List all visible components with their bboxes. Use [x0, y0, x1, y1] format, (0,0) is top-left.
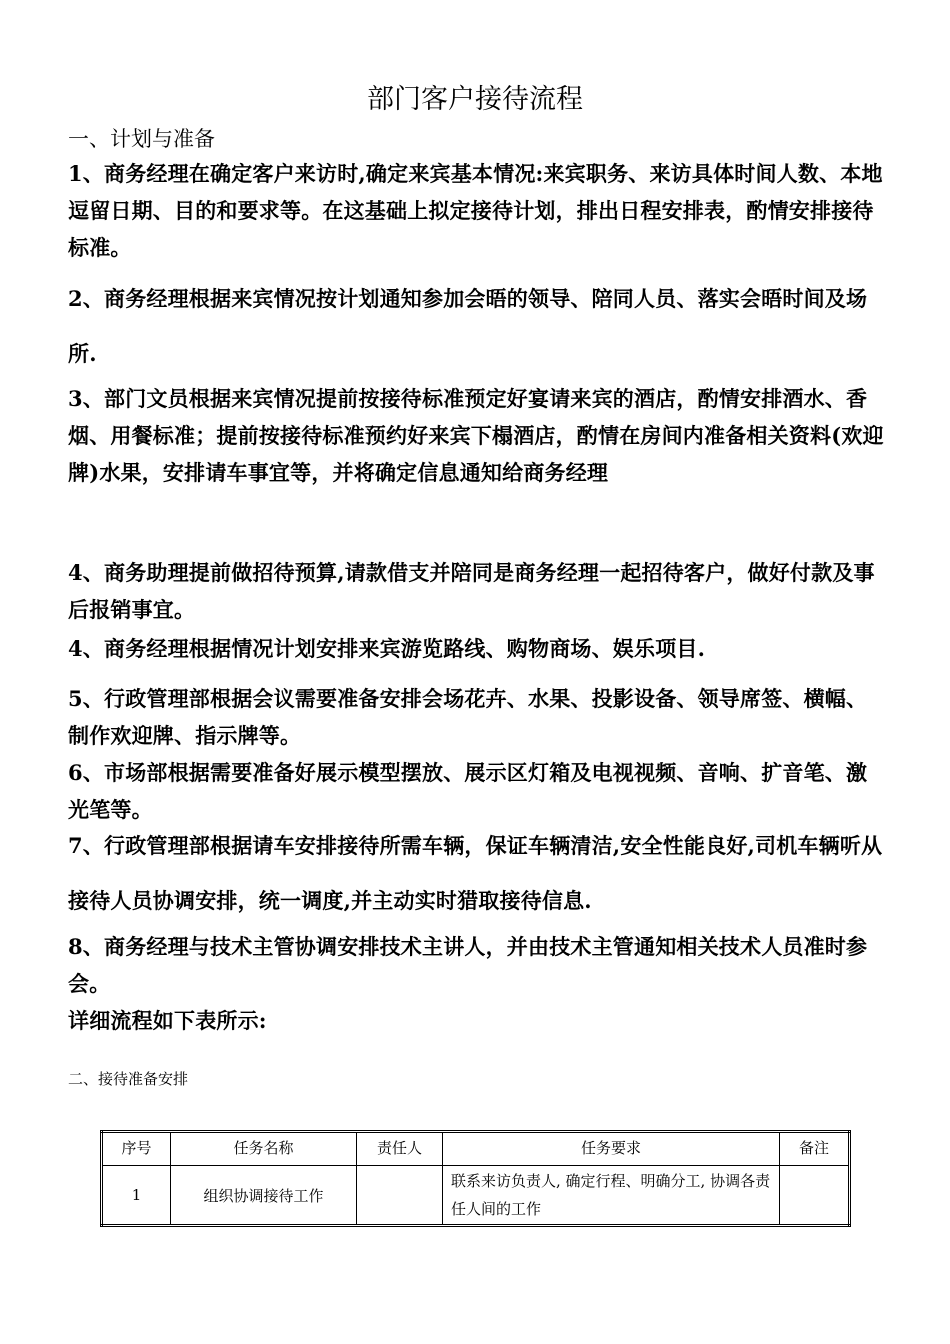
paragraph-3: 3、部门文员根据来宾情况提前按接待标准预定好宴请来宾的酒店，酌情安排酒水、香烟、用餐标准；提前按接待标准预约好来宾下榻酒店，酌情在房间内准备相关资料(欢迎牌)水果，安排请车事宜等，并将确定信息通知给商务经理 — [68, 386, 884, 485]
paragraph-4b: 4、商务经理根据情况计划安排来宾游览路线、购物商场、娱乐项目. — [68, 636, 706, 661]
paragraph-2: 2、商务经理根据来宾情况按计划通知参加会晤的领导、陪同人员、落实会晤时间及场所. — [68, 286, 868, 366]
cell-task-name: 组织协调接待工作 — [171, 1166, 357, 1226]
table-intro: 详细流程如下表所示: — [68, 1008, 267, 1033]
header-owner: 责任人 — [357, 1132, 443, 1166]
cell-requirement: 联系来访负责人, 确定行程、明确分工, 协调各责任人间的工作 — [443, 1166, 780, 1226]
paragraph-4a: 4、商务助理提前做招待预算,请款借支并陪同是商务经理一起招待客户，做好付款及事后报销事宜。 — [68, 560, 875, 622]
section-heading-plan: 一、计划与准备 — [68, 127, 215, 151]
header-index: 序号 — [102, 1132, 171, 1166]
document-title: 部门客户接待流程 — [367, 84, 583, 115]
section-heading-arrangement: 二、接待准备安排 — [68, 1070, 189, 1088]
header-task-name: 任务名称 — [171, 1132, 357, 1166]
header-requirement: 任务要求 — [443, 1132, 780, 1166]
paragraph-1: 1、商务经理在确定客户来访时,确定来宾基本情况:来宾职务、来访具体时间人数、本地逗留日期、目的和要求等。在这基础上拟定接待计划，排出日程安排表，酌情安排接待标准。 — [68, 161, 883, 260]
header-remark: 备注 — [780, 1132, 850, 1166]
task-table — [100, 1130, 851, 1227]
paragraph-7: 7、行政管理部根据请车安排接待所需车辆，保证车辆清洁,安全性能良好,司机车辆听从接待人员协调安排，统一调度,并主动实时猎取接待信息. — [68, 833, 883, 913]
cell-owner — [357, 1166, 443, 1226]
paragraph-8: 8、商务经理与技术主管协调安排技术主讲人，并由技术主管通知相关技术人员准时参会。 — [68, 934, 868, 996]
paragraph-5: 5、行政管理部根据会议需要准备安排会场花卉、水果、投影设备、领导席签、横幅、制作欢迎牌、指示牌等。 — [68, 686, 868, 748]
table-row — [102, 1166, 850, 1226]
cell-remark — [780, 1166, 850, 1226]
paragraph-6: 6、市场部根据需要准备好展示模型摆放、展示区灯箱及电视视频、音响、扩音笔、激光笔等。 — [68, 760, 868, 822]
table-header-row — [102, 1132, 850, 1166]
cell-index: 1 — [102, 1166, 171, 1226]
